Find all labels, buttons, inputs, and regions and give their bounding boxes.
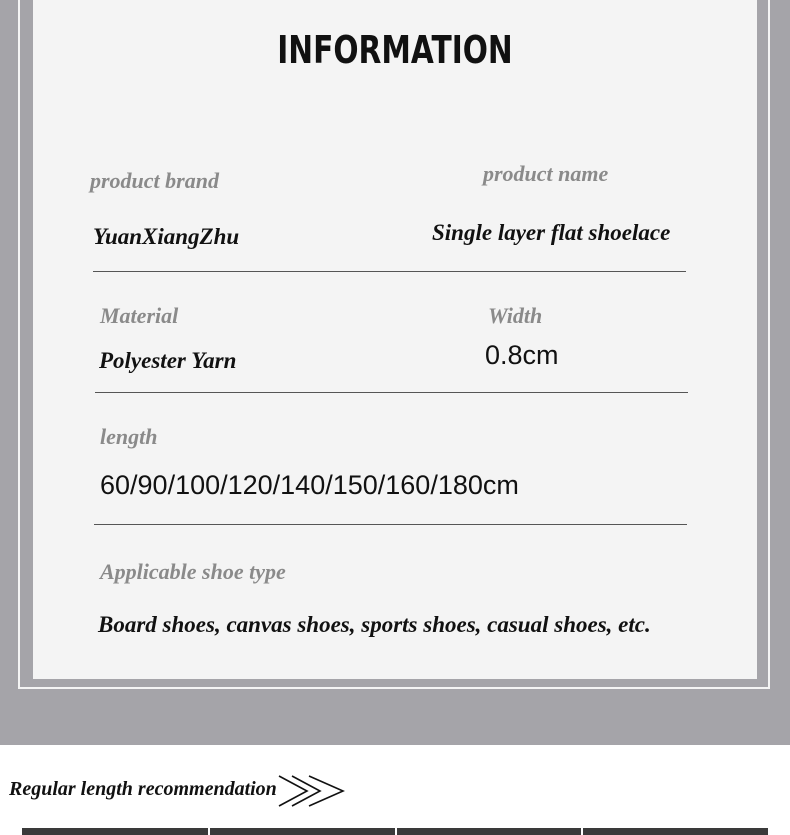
length-value: 60/90/100/120/140/150/160/180cm [100,470,519,500]
shoe-type-value: Board shoes, canvas shoes, sports shoes, casual shoes, etc. [98,612,651,637]
divider [94,524,687,525]
name-label: product name [483,161,609,186]
material-label: Material [100,303,179,328]
name-value: Single layer flat shoelace [432,220,671,245]
brand-value: YuanXiangZhu [93,224,240,249]
shoe-type-label: Applicable shoe type [100,559,286,584]
divider [93,271,686,272]
width-value: 0.8cm [485,340,559,370]
divider [95,392,688,393]
strip-divider [581,828,583,835]
material-value: Polyester Yarn [99,348,237,373]
strip-divider [395,828,397,835]
length-label: length [100,424,158,449]
double-chevron-right-icon [277,774,347,808]
strip-divider [208,828,210,835]
page-title: INFORMATION [277,28,513,72]
length-recommendation-heading: Regular length recommendation [9,778,277,800]
brand-label: product brand [90,168,219,193]
width-label: Width [488,303,543,328]
